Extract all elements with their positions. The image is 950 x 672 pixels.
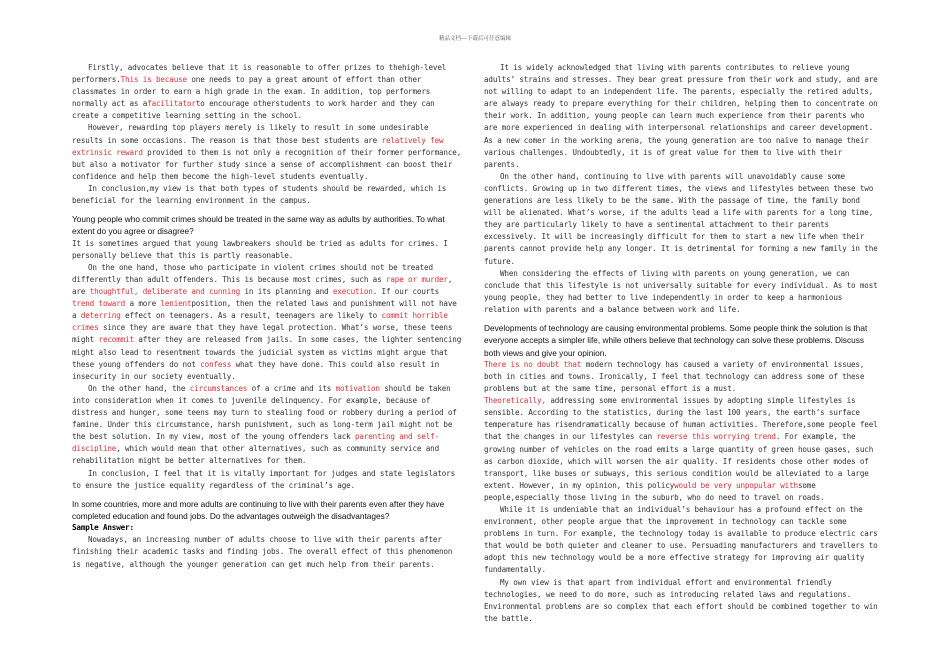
text-run: In conclusion,my view is that both types of students should be rewarded, which is beneficial for the learning environment in the campus. (72, 183, 447, 206)
highlighted-phrase: reverse this worrying trend (656, 432, 776, 442)
text-run: effect on teenagers. As a result, teenagers are likely to (120, 311, 382, 321)
essay-paragraph (72, 183, 462, 207)
essay-question (484, 322, 878, 359)
text-run: should be taken into consideration when it comes to juvenile delinquency. For example, because of distress and hunger, some teens may turn to stealing food or robbery during a period of famine. Under this circumstance, harsh punishment, such as long-term jail might not be the best solution. In my view, most of the young offenders lack (72, 383, 457, 442)
highlighted-phrase: Theoretically, (484, 396, 546, 406)
essay-paragraph (72, 62, 462, 122)
text-run: Developments of technology are causing environmental problems. Some people think the solution is that everyone accepts a simpler life, while others believe that technology can solve these problems. Discuss both views and give your opinion. (484, 322, 868, 358)
essay-paragraph (484, 359, 878, 395)
highlighted-phrase: lenient (160, 299, 192, 309)
essay-paragraph (484, 62, 878, 171)
text-run: , are (72, 275, 453, 297)
highlighted-phrase: parenting and self-discipline (72, 432, 440, 454)
text-run: to encourage otherstudents to work harder and they can create a competitive learning setting in the school. (72, 99, 435, 121)
text-run: what they have done. This could also result in insecurity in our society eventually. (72, 359, 440, 381)
right-column (484, 62, 878, 625)
essay-paragraph (484, 171, 878, 268)
essay-question (72, 498, 462, 523)
essay-paragraph (484, 395, 878, 504)
essay-paragraph (484, 577, 878, 625)
sample-answer-label (72, 522, 462, 534)
essay-paragraph (72, 383, 462, 468)
text-run: a more (125, 299, 161, 309)
highlighted-phrase: This is because (120, 75, 192, 85)
text-run: in its planning and (240, 287, 333, 297)
text-run: since they are aware that they have legal protection. What’s worse, these teens might (72, 323, 453, 345)
text-run: My own view is that apart from individual effort and environmental friendly technologies, we need to do more, such as introducing related laws and regulations. Environmental problems are so complex that each effort should be combined together to win the battle. (484, 577, 878, 623)
highlighted-phrase: relatively few extrinsic reward (72, 135, 444, 157)
highlighted-phrase: rape or murder (385, 275, 448, 284)
text-run: On the one hand, those who participate in violent crimes should not be treated differently than adult offenders. This is because most crimes, such as (72, 262, 433, 284)
essay-paragraph (484, 504, 878, 577)
text-run: On the other hand, the (88, 383, 190, 393)
text-run: position, then the related laws and punishment will not have a (72, 299, 457, 321)
essay-paragraph (72, 238, 462, 262)
highlighted-phrase: recommit (98, 335, 134, 345)
text-run: When considering the effects of living with parents on young generation, we can conclude that this lifestyle is not universally suitable for every individual. As to most young people, they had better to live independently in order to keep a harmonious relation with parents and a balance between work and life. (484, 268, 878, 314)
essay-question (72, 213, 462, 238)
text-run: On the other hand, continuing to live with parents will unavoidably cause some conflicts. Growing up in two different times, the views and lifestyles between these two generations are less likely to be the same. With the passage of time, the family bond will be alienated. What’s worse, if the adults lead a life with parents for a long time, they are particularly likely to have a sentimental attachment to their parents excessively. It will be increasingly difficult for them to start a new life when their parents cannot provide help any longer. It is detrimental for forming a new family in the future. (484, 171, 878, 266)
highlighted-phrase: trend toward (72, 299, 126, 309)
text-run: Nowadays, an increasing number of adults choose to live with their parents after finishing their academic tasks and finding jobs. The overall effect of this phenomenon is negative, although the younger generation can get much help from their parents. (72, 535, 453, 569)
text-run: However, rewarding top players merely is likely to result in some undesirable results in some occasions. The reason is that those best students are (72, 123, 429, 145)
highlighted-phrase: commit horrible crimes (72, 311, 448, 333)
text-run: provided to them is not only a recognition of their former performance, but also a motivator for further study since a sense of accomplishment can boost their confidence and help them become the high-level students eventually. (72, 147, 462, 181)
text-run: one needs to pay a great amount of effort than other classmates in order to earn a high grade in the exam. In addition, top performers normally act as a (72, 75, 431, 109)
text-run: In some countries, more and more adults are continuing to live with their parents even after they have completed education and found jobs. Do the advantages outweigh the disadvantages? (72, 498, 445, 521)
highlighted-phrase: thoughtful, deliberate and cunning (89, 287, 241, 297)
highlighted-phrase: circumstances (189, 383, 248, 393)
text-run: Sample Answer: (72, 523, 134, 533)
text-run: of a crime and its (247, 383, 336, 393)
highlighted-phrase: deterring (80, 311, 121, 321)
text-run: It is widely acknowledged that living with parents contributes to relieve young adults’ strains and stresses. They bear great pressure from their work and study, and are not willing to adapt to an independent life. The parents, especially the retired adults, are always ready to prepare everything for their children, helping them to concentrate on their work. In addition, young people can learn much experience from their parents who are more experienced in dealing with interpersonal relationships and career development. As a new comer in the working arena, the young generation are too naïve to manage their various challenges. Undoubtedly, it is of great value for them to live with their parents. (484, 63, 878, 169)
text-run: . For example, the growing number of vehicles on the road emits a large quantity of green house gases, such as carbon dioxide, which will worsen the air quality. If residents chose other modes of transport, like buses or subways, this serious condition would be alleviated to a large extent. However, in my opinion, this policy (484, 432, 874, 490)
essay-paragraph (72, 534, 462, 570)
highlighted-phrase: motivation (335, 383, 380, 393)
highlighted-phrase: There is no doubt that (484, 359, 582, 369)
left-column (72, 62, 462, 571)
text-run: modern technology has caused a variety of environmental issues, both in cities and towns. Ironically, I feel that technology can address some of these problems but at the same time, personal effort is a must. (484, 359, 865, 394)
highlighted-phrase: execution (332, 287, 373, 297)
text-run: Firstly, advocates believe that it is reasonable to offer prizes to thehigh-level performers. (72, 63, 447, 85)
text-run: Young people who commit crimes should be treated in the same way as adults by authorities. To what extent do you agree or disagree? (72, 214, 445, 237)
highlighted-phrase: confess (200, 359, 232, 369)
text-run: after they are released from jails. In some cases, the lighter sentencing might also lead to resentment towards the judicial system as victims might argue that these young offenders do not (72, 335, 462, 369)
text-run: some people,especially those living in the suburb, who do need to travel on roads. (484, 480, 825, 502)
essay-paragraph (72, 262, 462, 383)
essay-paragraph (72, 468, 462, 492)
text-run: . If our courts (372, 287, 440, 297)
highlighted-phrase: facilitator (147, 99, 196, 109)
text-run: , which would mean that other alternatives, such as community service and rehabilitation might be better alternatives for them. (72, 444, 440, 466)
page-header: 精品文档---下载后可任意编辑 (439, 36, 511, 42)
text-run: In conclusion, I feel that it is vitally important for judges and state legislators to ensure the justice equality regardless of the criminal’s age. (72, 468, 456, 490)
essay-paragraph (484, 268, 878, 316)
text-run: addressing some environmental issues by adopting simple lifestyles is sensible. According to the statistics, during the last 100 years, the earth’s surface temperature has risendramatically because of human activities. Therefore,some people feel that the changes in our lifestyles can (484, 396, 878, 442)
text-run: While it is undeniable that an individual’s behaviour has a profound effect on the environment, other people argue that the improvement in technology can tackle some problems in turn. For example, the technology today is available to produce electric cars that would be both quieter and cleaner to use. Persuading manufacturers and travellers to adopt this new technology would be a more effective strategy for improving air quality fundamentally. (484, 504, 878, 575)
text-run: It is sometimes argued that young lawbreakers should be tried as adults for crimes. I personally believe that this is partly reasonable. (72, 238, 448, 260)
highlighted-phrase: would be very unpopular with (674, 480, 798, 490)
essay-paragraph (72, 122, 462, 182)
